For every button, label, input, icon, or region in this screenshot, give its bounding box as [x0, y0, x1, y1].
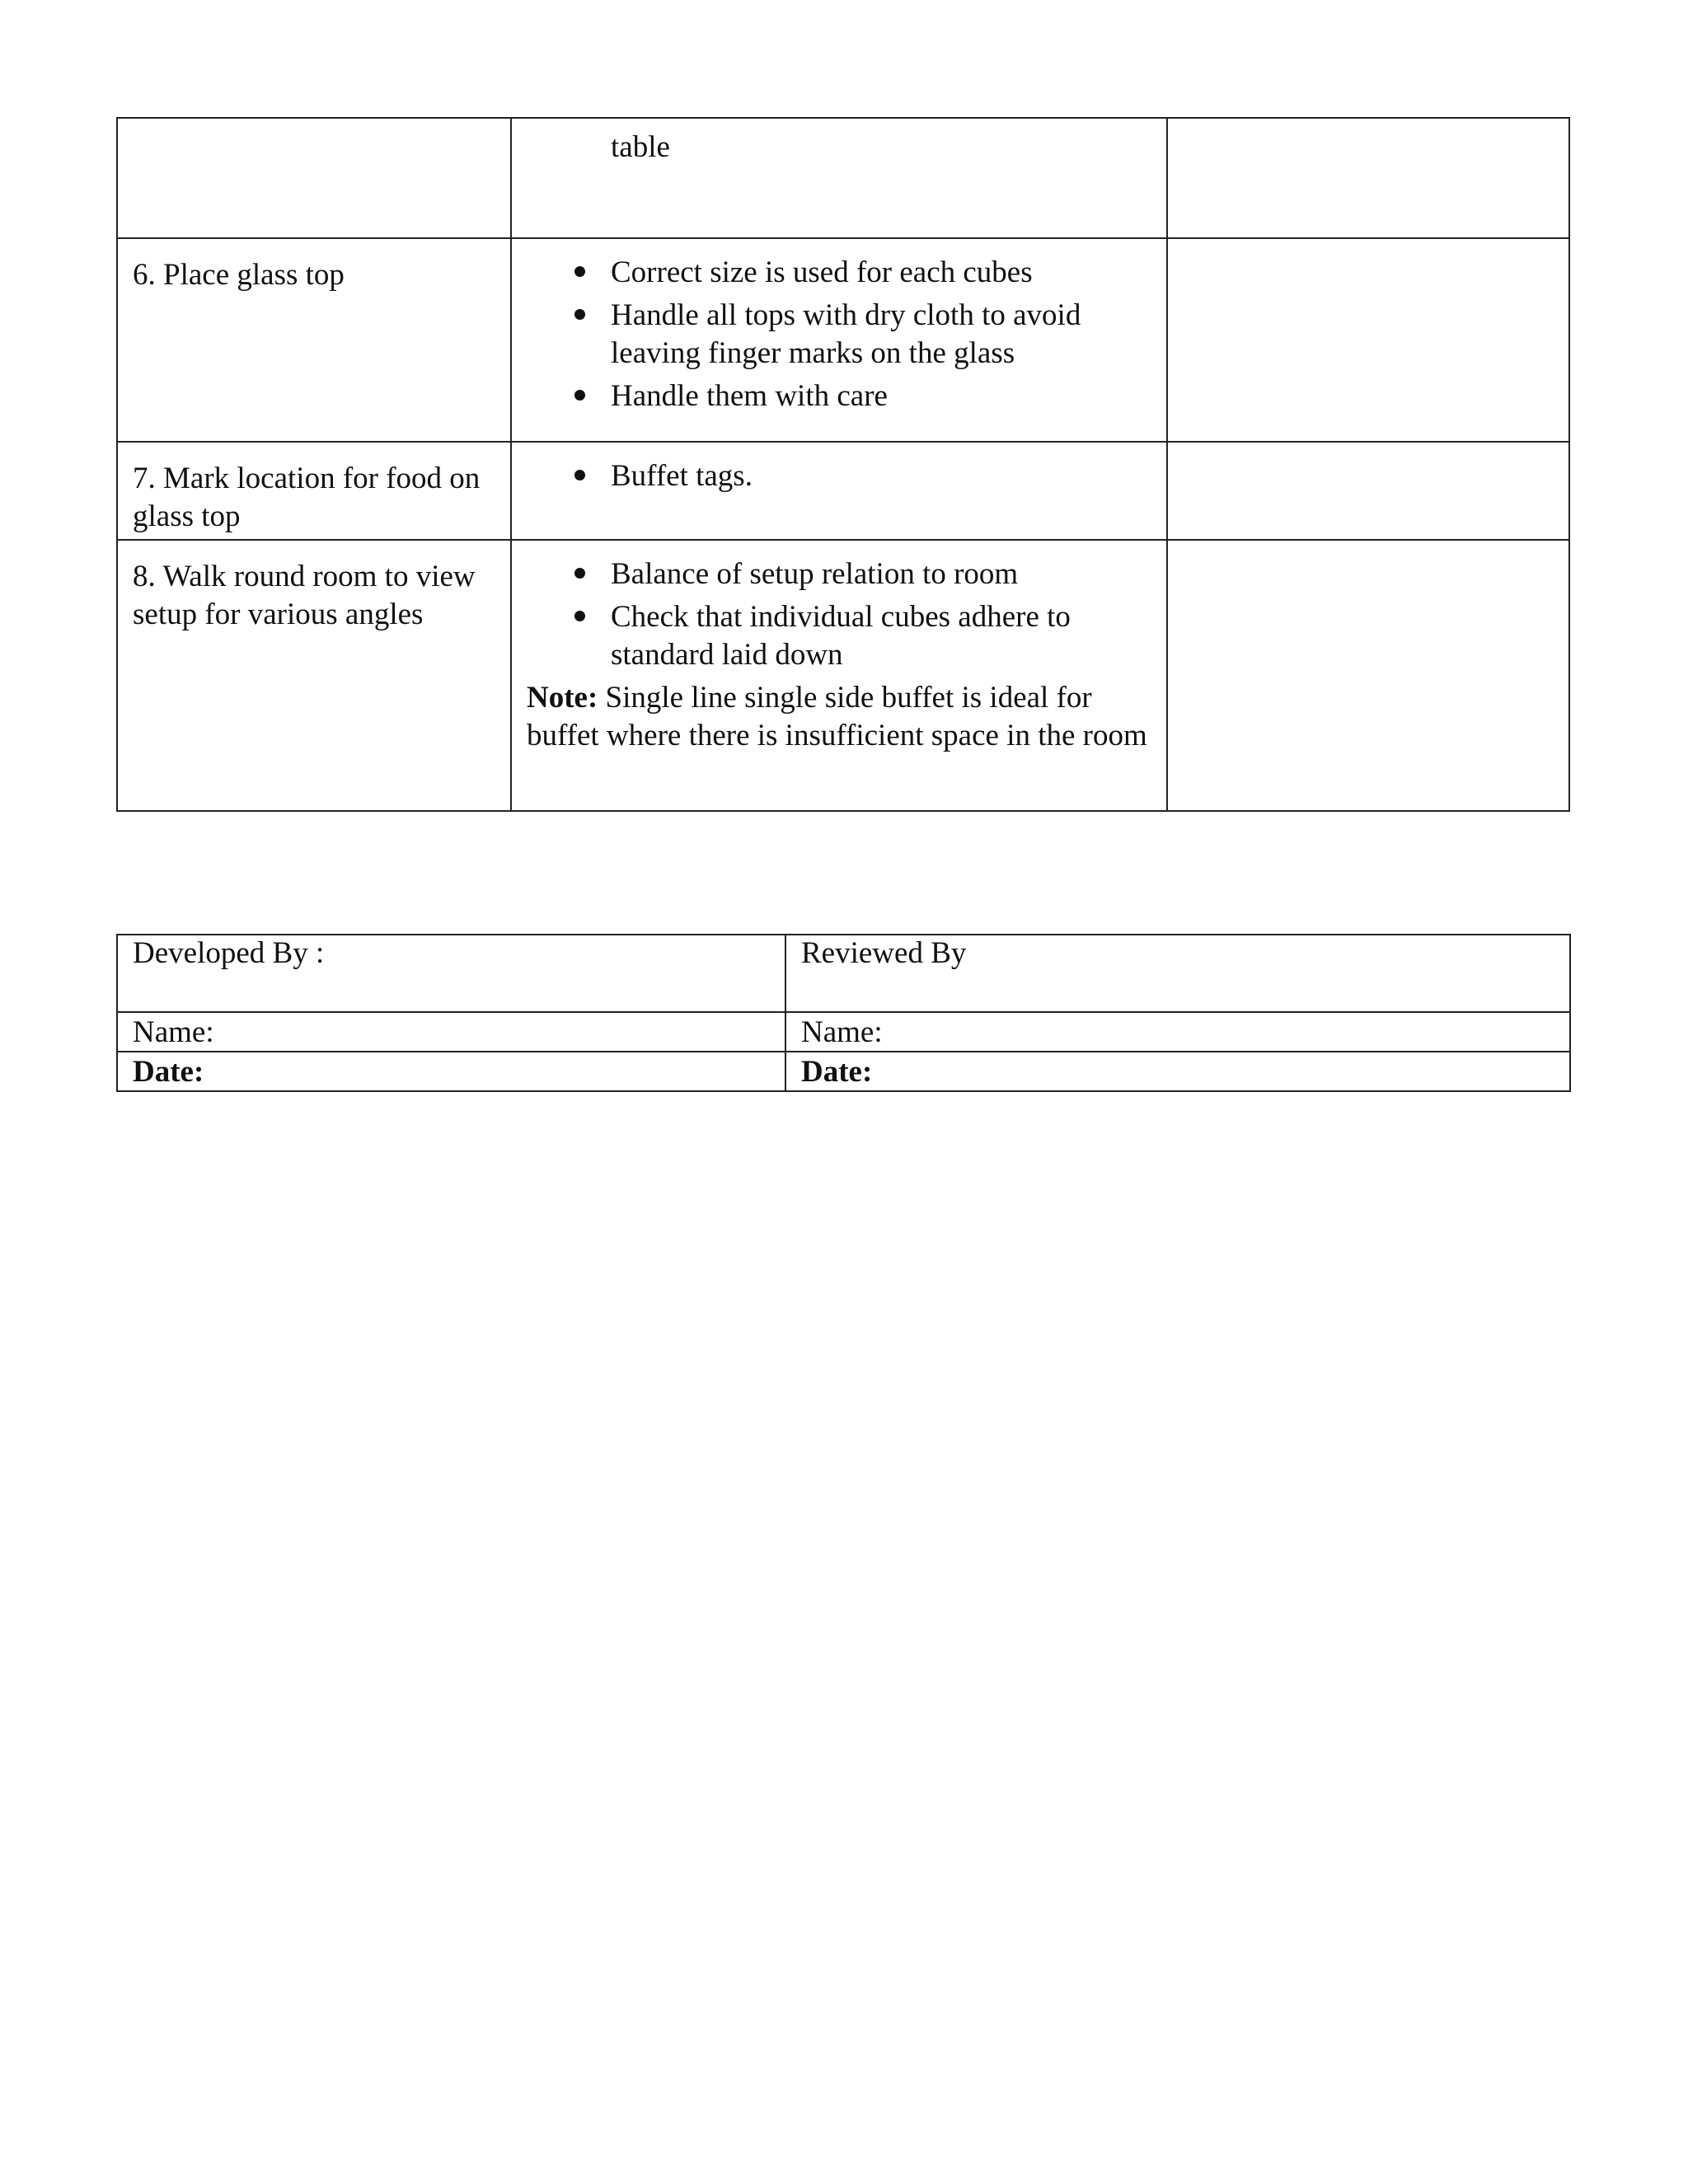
bullet-icon [574, 470, 585, 480]
list-item [527, 457, 1151, 495]
standard-cell [511, 238, 1167, 442]
list-item-text: Handle them with care [611, 379, 888, 413]
table-row [117, 238, 1569, 442]
note-label: Note: [527, 681, 598, 715]
list-item [527, 555, 1151, 593]
bullet-list [527, 555, 1151, 674]
table-row [117, 118, 1569, 238]
bullet-list [527, 254, 1151, 415]
list-item-text: Handle all tops with dry cloth to avoid leaving finger marks on the glass [611, 298, 1081, 370]
list-item [527, 297, 1151, 373]
bullet-icon [574, 568, 585, 579]
continued-text: table [611, 130, 670, 164]
list-item [527, 254, 1151, 292]
step-text: 8. Walk round room to view setup for various angles [133, 560, 476, 631]
note-text: Single line single side buffet is ideal for buffet where there is insufficient space in the room [527, 681, 1147, 752]
note-paragraph [527, 679, 1151, 755]
date-label: Date: [801, 1055, 873, 1089]
step-cell [117, 540, 511, 811]
standard-cell [511, 540, 1167, 811]
remarks-cell [1167, 442, 1569, 540]
remarks-cell [1167, 540, 1569, 811]
table-row [117, 935, 1570, 1012]
reviewed-by-label: Reviewed By [801, 936, 967, 970]
name-label: Name: [133, 1015, 214, 1049]
name-label: Name: [801, 1015, 883, 1049]
list-item [527, 377, 1151, 415]
developed-by-cell [117, 935, 785, 1012]
name-cell-left [117, 1012, 785, 1052]
list-item [527, 598, 1151, 674]
bullet-list [527, 457, 1151, 495]
date-label: Date: [133, 1055, 204, 1089]
remarks-cell [1167, 238, 1569, 442]
step-text: 7. Mark location for food on glass top [133, 462, 481, 533]
step-cell [117, 118, 511, 238]
table-row [117, 1012, 1570, 1052]
bullet-icon [574, 309, 585, 320]
date-cell-right [785, 1052, 1570, 1091]
step-cell [117, 238, 511, 442]
list-item-text: Check that individual cubes adhere to standard laid down [611, 600, 1071, 672]
procedure-table [116, 117, 1570, 812]
developed-by-label: Developed By : [133, 936, 325, 970]
list-item-text: Balance of setup relation to room [611, 557, 1019, 591]
list-item-text: Correct size is used for each cubes [611, 255, 1033, 289]
standard-cell [511, 118, 1167, 238]
name-cell-right [785, 1012, 1570, 1052]
bullet-icon [574, 266, 585, 277]
step-text: 6. Place glass top [133, 258, 345, 292]
list-item-text: Buffet tags. [611, 459, 753, 493]
bullet-icon [574, 611, 585, 621]
date-cell-left [117, 1052, 785, 1091]
bullet-icon [574, 390, 585, 401]
table-row [117, 442, 1569, 540]
remarks-cell [1167, 118, 1569, 238]
reviewed-by-cell [785, 935, 1570, 1012]
step-cell [117, 442, 511, 540]
table-row [117, 540, 1569, 811]
signature-table [116, 934, 1571, 1092]
table-row [117, 1052, 1570, 1091]
standard-cell [511, 442, 1167, 540]
